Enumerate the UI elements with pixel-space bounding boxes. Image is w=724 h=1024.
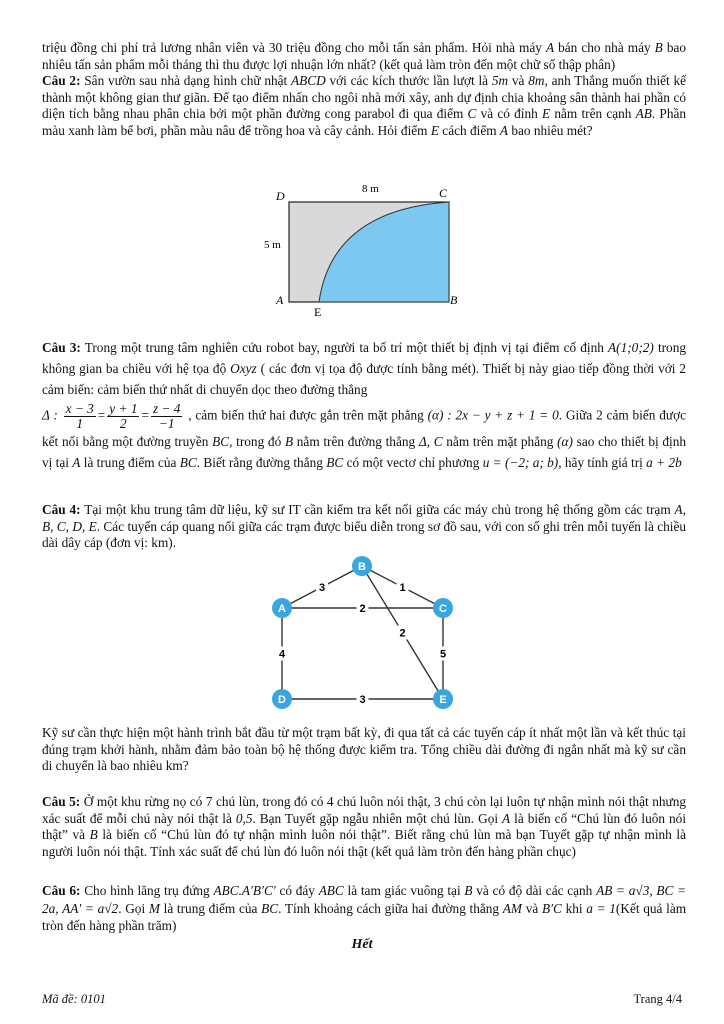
intro-paragraph: [42, 40, 686, 73]
math: BC: [179, 455, 197, 470]
intro-text: bao nhiêu tấn sản phẩm mỗi tháng thì thu được lợi nhuận lớn nhất? (kết quả làm tròn đến một chữ số thập phân): [42, 40, 687, 72]
label-A: A: [276, 293, 284, 307]
math: 0,5: [235, 810, 253, 826]
math: Δ: [418, 434, 427, 449]
fraction: [151, 402, 182, 431]
text: có một vectơ chỉ phương: [346, 455, 480, 470]
math: E: [430, 122, 439, 138]
left-dimension: 5 m: [264, 239, 281, 251]
math: a = 1: [586, 900, 616, 916]
text: và có đỉnh: [480, 106, 538, 122]
text: (Kết quả làm tròn đến hàng phần trăm): [42, 900, 687, 933]
text: sao cho thiết bị định vị tại: [42, 434, 686, 470]
question-4-continued: [42, 725, 686, 775]
text: là biến cố “Chú lùn đó luôn nói thật” và: [42, 810, 687, 843]
intro-text: bán cho nhà: [558, 40, 624, 55]
text: là trung điểm của: [83, 455, 177, 470]
math: , BC = 2a: [42, 883, 687, 916]
math: M: [148, 900, 160, 916]
edges: [276, 566, 449, 706]
text: bao nhiêu mét?: [511, 122, 593, 138]
num: x − 3: [65, 401, 94, 416]
den: 2: [120, 416, 127, 431]
text: , trong đó: [229, 434, 282, 449]
edge-weight-AD: 4: [278, 648, 286, 661]
footer: [42, 992, 682, 1007]
text: là biến cố “Chú lùn đó tự nhận mình luôn nói thật”. Biết rằng chú lùn mà bạn Tuyết gặp tự nhận mình là người luôn nói thật. Tính xác suất để chú lùn đó luôn nói thật (kết quả làm tròn đến hàng phần chục): [42, 827, 687, 859]
text: , cảm biến thứ hai được gắn trên mặt phẳng: [188, 407, 424, 423]
text: ( các đơn vị tọa độ được tính bằng mét). Thiết bị này giao tiếp đồng thời với 2 cảm biến: cảm biến thứ nhất di chuyển dọc theo đường thẳng: [42, 361, 687, 397]
edge-weight-AC: 2: [359, 603, 366, 615]
text: Sân vườn sau nhà dạng hình chữ nhật: [84, 73, 288, 89]
math: A, B, C, D, E: [42, 502, 686, 534]
question-3: Câu 3: Trong một trung tâm nghiên cứu robot bay, người ta bố trí một thiết bị định vị tại điểm cố định A(1;0;2) trong không gian ba chiều với hệ tọa độ Oxyz ( các đơn vị tọa độ được tính bằng mét). Thiết bị này giao tiếp đồng thời với 2 cảm biến: cảm biến thứ nhất di chuyển dọc theo đường thẳng Δ : $\frac{x - 3}{1}$ = $\frac{y + 1}{2}$ = $\frac{z - 4}{-1}$ , cảm biến thứ hai được gắn trên mặt phẳng (α) : 2x − y + z + 1 = 0. Giữa 2 cảm biến được kết nối bằng một đường truyền BC, trong đó B nằm trên đường thẳng Δ, C nằm trên mặt phẳng (α) sao cho thiết bị định vị tại A là trung điểm của BC. Biết rằng đường thẳng BC có một vectơ chỉ phương u = (−2; a; b), hãy tính giá trị a + 2b: [42, 340, 687, 470]
var: A: [545, 40, 555, 55]
question-label: Câu 4:: [42, 502, 81, 517]
edge-weight-CE: 5: [439, 648, 447, 661]
exam-code: Mã đề: 0101: [42, 992, 106, 1006]
num: y + 1: [109, 401, 138, 416]
question-label: Câu 2:: [42, 73, 81, 89]
text: cách điểm: [442, 122, 497, 138]
math: C: [467, 106, 477, 122]
math: AB: [635, 106, 652, 122]
text: . Gọi: [118, 900, 146, 916]
edge-weight-AB: 3: [318, 582, 326, 594]
math: BC: [261, 900, 279, 916]
math: BC: [212, 434, 230, 449]
node-label-B: B: [358, 561, 366, 573]
question-2: [42, 73, 686, 139]
math: A: [499, 122, 509, 138]
text: , hãy tính giá trị: [558, 455, 643, 470]
end-marker: Hết: [351, 937, 373, 952]
math: Δ :: [42, 407, 58, 423]
text: Ở một khu rừng nọ có 7 chú lùn, trong đó có 4 chú luôn nói thật, 3 chú còn lại luôn tự nhận mình nói thật nhưng xác suất để mỗi chú này nói thật là: [42, 794, 687, 826]
text: là trung điểm của: [163, 900, 258, 916]
math: 5m: [491, 73, 509, 89]
math: B: [89, 827, 98, 843]
label-E: E: [314, 305, 322, 319]
math: E: [542, 106, 551, 122]
math: BC: [326, 455, 344, 470]
math: , AA′ = a√2: [55, 900, 119, 916]
math: A: [502, 810, 511, 826]
fraction: [107, 402, 139, 431]
label-C: C: [439, 186, 448, 200]
math: AM: [502, 900, 522, 916]
text: có đáy: [279, 883, 315, 898]
node-label-A: A: [278, 603, 286, 615]
fraction: [64, 402, 96, 431]
edge-weight-BE: 2: [399, 627, 406, 640]
network-graph: [262, 555, 462, 711]
node-label-E: E: [439, 694, 447, 706]
nodes: [272, 556, 453, 709]
edge-weight-BC: 1: [399, 582, 406, 594]
text: Cho hình lăng trụ đứng: [84, 883, 210, 898]
text: . Phần màu xanh làm bể bơi, phần màu nâu để trồng hoa và cây cảnh. Hỏi điểm: [42, 106, 687, 138]
den: −1: [158, 416, 175, 431]
math: (α): [557, 434, 573, 449]
question-4: [42, 502, 686, 552]
text: khi: [565, 900, 583, 916]
num: z − 4: [152, 401, 181, 416]
node-label-C: C: [439, 603, 447, 615]
text: trong không gian ba chiều với hệ tọa độ: [42, 340, 687, 376]
var: B: [654, 40, 663, 55]
math: A(1;0;2): [608, 340, 654, 355]
question-label: Câu 6:: [42, 883, 81, 898]
text: . Tính khoảng cách giữa hai đường thẳng: [278, 900, 500, 916]
math: B: [464, 883, 473, 898]
math: AB = a√3: [596, 883, 650, 898]
text: nằm trên đường thẳng: [296, 434, 416, 449]
math: B′C: [541, 900, 562, 916]
page-number: Trang 4/4: [633, 992, 682, 1006]
label-D: D: [276, 189, 285, 203]
edge-weight-DE: 3: [359, 694, 366, 706]
page-body: [42, 40, 686, 140]
node-label-D: D: [278, 694, 286, 706]
question-5: [42, 794, 686, 860]
math: B: [284, 434, 294, 449]
question-6: [42, 882, 686, 935]
intro-text: máy: [627, 40, 651, 55]
math: (α) : 2x − y + z + 1 = 0: [427, 407, 559, 423]
question-label: Câu 5:: [42, 794, 81, 809]
question-label: Câu 3:: [42, 340, 81, 355]
text: Tại một khu trung tâm dữ liệu, kỹ sư IT cần kiểm tra kết nối giữa các máy chủ trong hệ thống gồm các trạm: [84, 502, 671, 517]
text: Kỹ sư cần thực hiện một hành trình bắt đầu từ một trạm bất kỳ, đi qua tất cả các tuyến cáp ít nhất một lần và kết thúc tại đúng trạm khởi hành, nhằm đảm bảo toàn bộ hệ thống được kiểm tra. Tổng chiều dài đường đi ngắn nhất mà kỹ sư cần di chuyển là bao nhiêu km?: [42, 725, 686, 774]
text: với các kích thước lần lượt là: [329, 73, 489, 89]
text: . Các tuyến cáp quang nối giữa các trạm được biểu diễn trong sơ đồ sau, với con số ghi trên mỗi tuyến là chiều dài dây cáp (đơn vị: km).: [42, 518, 687, 551]
top-dimension: 8 m: [362, 183, 379, 195]
math: Oxyz: [230, 361, 257, 376]
math: ABCD: [291, 73, 326, 89]
text: . Bạn Tuyết gặp ngẫu nhiên một chú lùn. Gọi: [252, 810, 499, 826]
math: A: [72, 455, 81, 470]
intro-text: triệu đồng chi phí trả lương nhân viên và 30 triệu đồng cho mỗi tấn sản phẩm. Hỏi nhà máy: [42, 40, 542, 55]
math: ABC: [318, 883, 344, 898]
text: . Biết rằng đường thẳng: [196, 455, 323, 470]
text: , anh Thắng muốn thiết kế thành một không gian thư giãn. Để tạo điểm nhấn cho ngôi nhà mới xây, anh dự định chia khoảng sân thành hai phần có diện tích bằng nhau phân chia bởi một phần đường cong parabol đi qua điểm: [42, 73, 687, 122]
math: ABC.A′B′C′: [213, 883, 276, 898]
text: và có độ dài các cạnh: [476, 883, 593, 898]
math: 8m: [528, 73, 545, 89]
label-B: B: [450, 293, 458, 307]
text: . Giữa 2 cảm biến được kết nối bằng một đường truyền: [42, 407, 686, 449]
text: nằm trên cạnh: [554, 106, 632, 122]
math: C: [433, 434, 443, 449]
text: ,: [426, 434, 431, 449]
text: là tam giác vuông tại: [347, 883, 461, 898]
text: nằm trên mặt phẳng: [446, 434, 554, 449]
den: 1: [76, 416, 84, 431]
text: và: [525, 900, 539, 916]
garden-figure: [262, 180, 472, 320]
text: Trong một trung tâm nghiên cứu robot bay, người ta bố trí một thiết bị định vị tại điểm cố định: [84, 340, 604, 355]
math: u = (−2; a; b): [482, 455, 559, 470]
text: và: [511, 73, 525, 89]
math: a + 2b: [646, 455, 682, 470]
